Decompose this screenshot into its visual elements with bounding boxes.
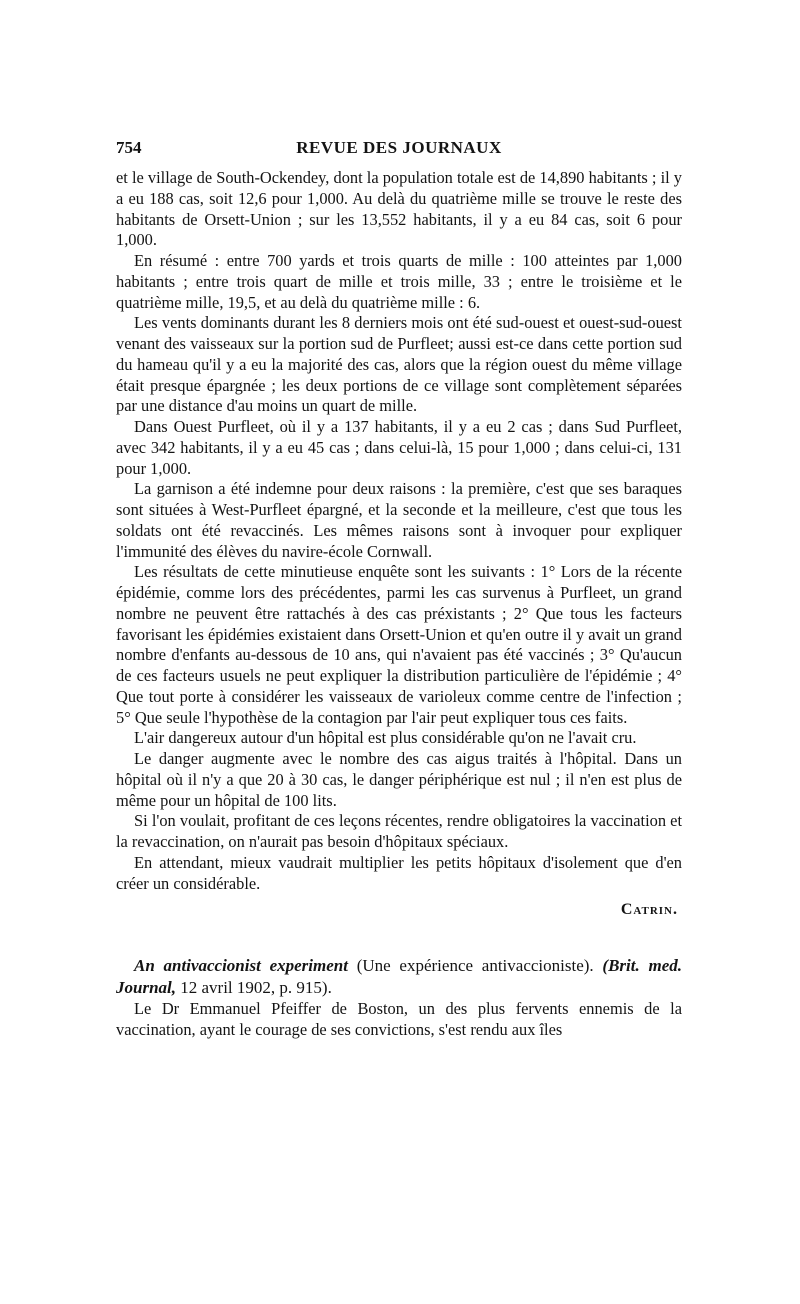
- article-heading: [116, 955, 682, 999]
- paragraph-summary: En résumé : entre 700 yards et trois quarts de mille : 100 atteintes par 1,000 habitants ; entre trois quart de mille et trois mille, 33 ; entre le troisième et le quatrième mille, 19,5, et au delà du quatrième mille : 6.: [116, 251, 682, 312]
- article-title-italic: An antivaccionist experiment: [134, 956, 348, 975]
- article-citation-date: 12 avril 1902, p. 915).: [176, 978, 332, 997]
- paragraph-vaccination: Si l'on voulait, profitant de ces leçons récentes, rendre obligatoires la vaccination et la revaccination, on n'aurait pas besoin d'hôpitaux spéciaux.: [116, 811, 682, 851]
- paragraph-garrison: La garnison a été indemne pour deux raisons : la première, c'est que ses baraques sont situées à West-Purfleet épargné, et la seconde et la meilleure, c'est que tous les soldats ont été revaccinés. Les mêmes raisons sont à invoquer pour expliquer l'immunité des élèves du navire-école Cornwall.: [116, 479, 682, 561]
- journal-title: REVUE DES JOURNAUX: [296, 138, 502, 157]
- author-signature: Catrin.: [620, 901, 678, 919]
- article-citation-journal: (Brit. med. Journal,: [116, 956, 683, 997]
- paragraph-purfleet: Dans Ouest Purfleet, où il y a 137 habitants, il y a eu 2 cas ; dans Sud Purfleet, avec 342 habitants, il y a eu 45 cas ; dans celui-là, 15 pour 1,000 ; dans celui-ci, 131 pour 1,000.: [116, 417, 682, 478]
- paragraph-winds: Les vents dominants durant les 8 derniers mois ont été sud-ouest et ouest-sud-ouest venant des vaisseaux sur la portion sud de Purfleet; aussi est-ce dans cette portion sud du hameau qu'il y a eu la majorité des cas, alors que la région ouest du même village était presque épargnée ; les deux portions de ce village sont complètement séparées par une distance d'au moins un quart de mille.: [116, 313, 682, 416]
- page-number: 754: [116, 138, 142, 157]
- article-body: [116, 168, 682, 1041]
- paragraph-pfeiffer: Le Dr Emmanuel Pfeiffer de Boston, un des plus fervents ennemis de la vaccination, ayant le courage de ses convictions, s'est rendu aux îles: [116, 999, 682, 1039]
- paragraph-continued: et le village de South-Ockendey, dont la population totale est de 14,890 habitants ; il y a eu 188 cas, soit 12,6 pour 1,000. Au delà du quatrième mille se trouve le reste des habitants de Orsett-Union ; sur les 13,552 habitants, il y a eu 84 cas, soit 6 pour 1,000.: [116, 168, 682, 250]
- article-title-translation: (Une expérience antivaccioniste).: [347, 956, 594, 975]
- paragraph-isolation: En attendant, mieux vaudrait multiplier les petits hôpitaux d'isolement que d'en créer un considérable.: [116, 852, 682, 893]
- journal-page: [116, 138, 682, 1041]
- paragraph-results: Les résultats de cette minutieuse enquête sont les suivants : 1° Lors de la récente épidémie, comme lors des précédentes, parmi les cas survenus à Purfleet, un grand nombre ne peuvent être rattachés à des cas préxistants ; 2° Que tous les facteurs favorisant les épidémies existaient dans Orsett-Union et qu'en outre il y avait un grand nombre d'enfants au-dessous de 10 ans, qui n'avaient pas été vaccinés ; 3° Qu'aucun de ces facteurs usuels ne peut expliquer la distribution particulière de l'épidémie ; 4° Que tout porte à considérer les vaisseaux de varioleux comme centre de l'infection ; 5° Que seule l'hypothèse de la contagion par l'air peut expliquer tous ces faits.: [116, 562, 682, 727]
- running-head: [116, 138, 682, 164]
- paragraph-dangerous-air: L'air dangereux autour d'un hôpital est plus considérable qu'on ne l'avait cru.: [134, 728, 637, 748]
- paragraph-danger-increase: Le danger augmente avec le nombre des cas aigus traités à l'hôpital. Dans un hôpital où il n'y a que 20 à 30 cas, le danger périphérique est nul ; il n'en est plus de même pour un hôpital de 100 lits.: [116, 749, 682, 810]
